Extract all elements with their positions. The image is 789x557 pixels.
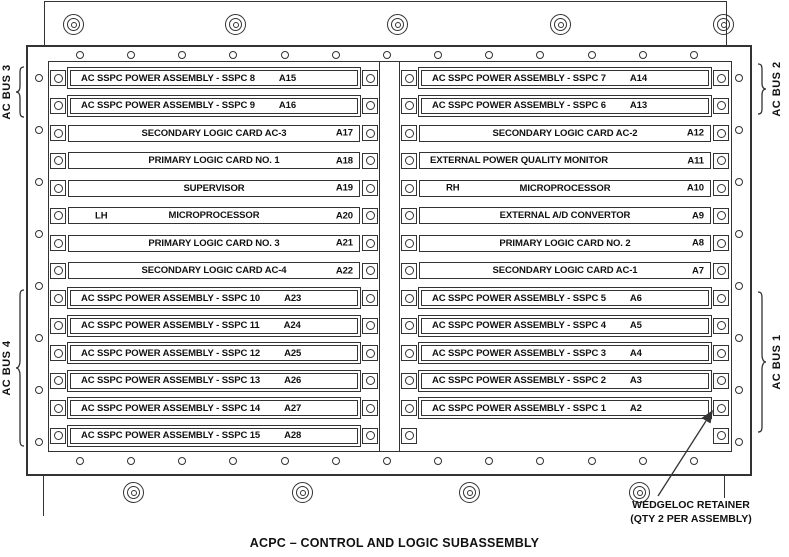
retainer-screw-icon <box>54 431 63 440</box>
card-label-plate <box>67 67 361 89</box>
card-label: SECONDARY LOGIC CARD AC-3 <box>141 127 287 139</box>
card-refdes: A4 <box>629 347 642 359</box>
card-slot-a20 <box>49 205 379 227</box>
rivet-hole-icon <box>588 457 596 465</box>
retainer-screw-icon <box>717 156 726 165</box>
card-label-plate <box>418 67 712 89</box>
card-slot-a4 <box>400 342 730 364</box>
retainer-screw-icon <box>54 211 63 220</box>
wedgeloc-retainer <box>401 208 417 224</box>
retainer-screw-icon <box>405 294 414 303</box>
retainer-screw-icon <box>405 239 414 248</box>
wedgeloc-retainer <box>401 235 417 251</box>
card-label: AC SSPC POWER ASSEMBLY - SSPC 12 <box>81 347 261 359</box>
wedgeloc-retainer <box>50 318 66 334</box>
retainer-screw-icon <box>366 184 375 193</box>
retainer-screw-icon <box>366 266 375 275</box>
retainer-screw-icon <box>717 211 726 220</box>
card-label-plate <box>68 180 360 197</box>
card-label: AC SSPC POWER ASSEMBLY - SSPC 15 <box>81 430 261 442</box>
card-slot-a25 <box>49 342 379 364</box>
retainer-screw-icon <box>405 321 414 330</box>
card-refdes: A15 <box>278 72 297 84</box>
rivet-hole-icon <box>35 386 43 394</box>
card-refdes: A2 <box>629 402 642 414</box>
rivet-hole-icon <box>281 457 289 465</box>
card-slot-a9 <box>400 205 730 227</box>
rivet-hole-icon <box>735 230 743 238</box>
card-refdes: A26 <box>284 375 302 387</box>
rivet-hole-icon <box>735 126 743 134</box>
rivet-hole-icon <box>639 51 647 59</box>
retainer-screw-icon <box>366 74 375 83</box>
rivet-hole-icon <box>229 51 237 59</box>
rivet-hole-icon <box>383 457 391 465</box>
retainer-screw-icon <box>717 239 726 248</box>
card-label-plate <box>419 235 711 252</box>
wedgeloc-retainer <box>713 290 729 306</box>
wedgeloc-retainer <box>713 318 729 334</box>
rivet-hole-icon <box>690 457 698 465</box>
card-refdes: A19 <box>335 182 353 194</box>
card-refdes: A25 <box>284 347 302 359</box>
card-refdes: A11 <box>687 155 704 167</box>
card-slot-a10 <box>400 177 730 199</box>
retainer-screw-icon <box>717 376 726 385</box>
rivet-hole-icon <box>735 178 743 186</box>
wedgeloc-retainer <box>50 153 66 169</box>
card-refdes: A9 <box>692 210 704 222</box>
rivet-hole-icon <box>735 282 743 290</box>
brace-icon <box>757 291 767 434</box>
retainer-screw-icon <box>54 129 63 138</box>
retainer-screw-icon <box>54 404 63 413</box>
card-label-plate <box>67 315 361 337</box>
wedgeloc-retainer <box>401 263 417 279</box>
wedgeloc-retainer <box>50 290 66 306</box>
retainer-screw-icon <box>54 294 63 303</box>
rivet-hole-icon <box>735 74 743 82</box>
card-column-left <box>49 62 379 451</box>
retainer-screw-icon <box>366 294 375 303</box>
wedgeloc-retainer <box>50 98 66 114</box>
card-slot-a21 <box>49 232 379 254</box>
rivet-hole-icon <box>178 51 186 59</box>
wedgeloc-retainer <box>50 125 66 141</box>
retainer-screw-icon <box>54 74 63 83</box>
wedgeloc-retainer <box>362 98 378 114</box>
rivet-hole-icon <box>35 126 43 134</box>
wedgeloc-retainer <box>401 153 417 169</box>
wedgeloc-retainer <box>362 153 378 169</box>
rivet-hole-row-bottom <box>76 457 698 465</box>
card-label: AC SSPC POWER ASSEMBLY - SSPC 2 <box>432 375 606 387</box>
retainer-screw-icon <box>405 184 414 193</box>
card-refdes: A7 <box>692 265 704 277</box>
wedgeloc-retainer <box>50 208 66 224</box>
card-slot-a18 <box>49 150 379 172</box>
wedgeloc-retainer <box>362 400 378 416</box>
wedgeloc-retainer <box>713 208 729 224</box>
retainer-screw-icon <box>54 239 63 248</box>
mounting-bolt-icon <box>387 14 408 35</box>
retainer-screw-icon <box>717 349 726 358</box>
rivet-hole-icon <box>735 386 743 394</box>
card-label-plate <box>419 180 711 197</box>
retainer-screw-icon <box>54 321 63 330</box>
wedgeloc-retainer <box>713 373 729 389</box>
card-label: EXTERNAL A/D CONVERTOR <box>499 210 631 222</box>
wedgeloc-retainer <box>713 70 729 86</box>
brace-icon <box>15 289 25 447</box>
annotation-line-2: (QTY 2 PER ASSEMBLY) <box>630 513 752 525</box>
card-label-plate <box>418 370 712 392</box>
card-label: AC SSPC POWER ASSEMBLY - SSPC 9 <box>81 100 255 112</box>
card-slot-a6 <box>400 287 730 309</box>
brace-icon <box>15 66 25 118</box>
wedgeloc-retainer <box>713 125 729 141</box>
rivet-hole-icon <box>35 334 43 342</box>
card-refdes: A12 <box>686 127 704 139</box>
wedgeloc-retainer <box>362 235 378 251</box>
rivet-hole-column-left <box>35 74 43 446</box>
retainer-screw-icon <box>366 431 375 440</box>
bus-label-ac-bus-4: AC BUS 4 <box>1 340 13 396</box>
retainer-screw-icon <box>366 101 375 110</box>
rivet-hole-icon <box>536 457 544 465</box>
retainer-screw-icon <box>717 404 726 413</box>
card-label-plate <box>419 207 711 224</box>
retainer-screw-icon <box>54 266 63 275</box>
mounting-bolt-icon <box>629 482 650 503</box>
rivet-hole-icon <box>127 457 135 465</box>
card-label: AC SSPC POWER ASSEMBLY - SSPC 5 <box>432 292 606 304</box>
rivet-hole-icon <box>735 438 743 446</box>
wedgeloc-retainer <box>713 235 729 251</box>
wedgeloc-retainer <box>362 428 378 444</box>
card-label: AC SSPC POWER ASSEMBLY - SSPC 10 <box>81 292 261 304</box>
wedgeloc-annotation <box>585 498 789 526</box>
rivet-hole-icon <box>588 51 596 59</box>
card-slot-a14 <box>400 67 730 89</box>
wedgeloc-retainer <box>401 180 417 196</box>
wedgeloc-retainer <box>362 345 378 361</box>
card-label-plate <box>418 95 712 117</box>
card-label: PRIMARY LOGIC CARD NO. 3 <box>148 237 280 249</box>
rivet-hole-icon <box>383 51 391 59</box>
rivet-hole-icon <box>35 438 43 446</box>
retainer-screw-icon <box>717 431 726 440</box>
card-slot-a7 <box>400 260 730 282</box>
wedgeloc-retainer <box>362 318 378 334</box>
card-label: AC SSPC POWER ASSEMBLY - SSPC 4 <box>432 320 606 332</box>
rivet-hole-icon <box>35 74 43 82</box>
card-label-plate <box>418 287 712 309</box>
wedgeloc-retainer <box>362 70 378 86</box>
wedgeloc-retainer <box>713 400 729 416</box>
wedgeloc-retainer <box>401 400 417 416</box>
card-label-plate <box>68 262 360 279</box>
wedgeloc-retainer <box>401 70 417 86</box>
card-refdes: A6 <box>629 292 642 304</box>
card-label-plate <box>418 315 712 337</box>
card-slot-a12 <box>400 122 730 144</box>
retainer-screw-icon <box>366 349 375 358</box>
mounting-bolt-icon <box>292 482 313 503</box>
mounting-bolt-icon <box>550 14 571 35</box>
wedgeloc-retainer <box>50 345 66 361</box>
wedgeloc-retainer <box>50 70 66 86</box>
card-slot-a28 <box>49 425 379 447</box>
card-refdes: A21 <box>335 237 353 249</box>
wedgeloc-retainer <box>362 373 378 389</box>
rivet-hole-icon <box>332 457 340 465</box>
card-label-plate <box>67 287 361 309</box>
rear-flange-bottom-left-edge <box>43 476 44 516</box>
card-label-plate <box>419 125 711 142</box>
retainer-screw-icon <box>366 239 375 248</box>
wedgeloc-retainer <box>362 263 378 279</box>
card-slot-a27 <box>49 397 379 419</box>
retainer-screw-icon <box>717 129 726 138</box>
annotation-line-1: WEDGELOC RETAINER <box>632 499 750 511</box>
mounting-bolt-icon <box>63 14 84 35</box>
card-slot-a2 <box>400 397 730 419</box>
wedgeloc-retainer <box>50 180 66 196</box>
card-label-plate <box>67 370 361 392</box>
card-label: PRIMARY LOGIC CARD NO. 1 <box>148 155 280 167</box>
card-label: SECONDARY LOGIC CARD AC-2 <box>492 127 638 139</box>
retainer-screw-icon <box>717 294 726 303</box>
rivet-hole-icon <box>35 230 43 238</box>
retainer-screw-icon <box>405 431 414 440</box>
wedgeloc-retainer <box>713 428 729 444</box>
wedgeloc-retainer <box>401 428 417 444</box>
card-slot-a8 <box>400 232 730 254</box>
rivet-hole-icon <box>536 51 544 59</box>
card-label: AC SSPC POWER ASSEMBLY - SSPC 11 <box>81 320 260 332</box>
card-label-plate <box>418 342 712 364</box>
rivet-hole-icon <box>332 51 340 59</box>
card-label-plate <box>68 207 360 224</box>
card-label: AC SSPC POWER ASSEMBLY - SSPC 14 <box>81 402 261 414</box>
wedgeloc-retainer <box>362 208 378 224</box>
card-slot-a23 <box>49 287 379 309</box>
card-label-plate <box>68 152 360 169</box>
wedgeloc-retainer <box>50 400 66 416</box>
card-refdes: A24 <box>283 320 301 332</box>
retainer-screw-icon <box>54 101 63 110</box>
retainer-screw-icon <box>405 404 414 413</box>
rivet-hole-icon <box>434 51 442 59</box>
card-label: AC SSPC POWER ASSEMBLY - SSPC 6 <box>432 100 606 112</box>
card-label: EXTERNAL POWER QUALITY MONITOR <box>430 155 609 167</box>
card-label: AC SSPC POWER ASSEMBLY - SSPC 7 <box>432 72 606 84</box>
retainer-screw-icon <box>717 74 726 83</box>
card-label-plate <box>419 262 711 279</box>
rivet-hole-icon <box>485 51 493 59</box>
rivet-hole-icon <box>229 457 237 465</box>
wedgeloc-retainer <box>401 345 417 361</box>
wedgeloc-retainer <box>401 125 417 141</box>
mounting-bolt-icon <box>713 14 734 35</box>
bus-label-ac-bus-2: AC BUS 2 <box>771 61 783 117</box>
retainer-screw-icon <box>405 156 414 165</box>
wedgeloc-retainer <box>50 235 66 251</box>
wedgeloc-retainer <box>50 428 66 444</box>
card-slot-a22 <box>49 260 379 282</box>
card-label: AC SSPC POWER ASSEMBLY - SSPC 1 <box>432 402 606 414</box>
rivet-hole-icon <box>76 51 84 59</box>
card-label: MICROPROCESSOR <box>168 210 260 222</box>
card-refdes: A18 <box>335 155 353 167</box>
card-slot-a3 <box>400 370 730 392</box>
card-label-prefix: RH <box>446 182 460 194</box>
retainer-screw-icon <box>54 376 63 385</box>
retainer-screw-icon <box>405 101 414 110</box>
retainer-screw-icon <box>405 74 414 83</box>
bus-label-ac-bus-3: AC BUS 3 <box>1 64 13 120</box>
card-label: SECONDARY LOGIC CARD AC-4 <box>141 265 287 277</box>
card-refdes: A28 <box>284 430 302 442</box>
card-refdes: A27 <box>284 402 302 414</box>
retainer-screw-icon <box>405 211 414 220</box>
wedgeloc-retainer <box>401 318 417 334</box>
rivet-hole-icon <box>485 457 493 465</box>
card-label: AC SSPC POWER ASSEMBLY - SSPC 13 <box>81 375 261 387</box>
rivet-hole-row-top <box>76 51 698 59</box>
retainer-screw-icon <box>405 376 414 385</box>
mounting-bolt-icon <box>123 482 144 503</box>
card-label-plate <box>67 342 361 364</box>
rivet-hole-icon <box>76 457 84 465</box>
wedgeloc-retainer <box>362 125 378 141</box>
rivet-hole-icon <box>434 457 442 465</box>
card-label-plate <box>67 425 361 447</box>
rivet-hole-icon <box>281 51 289 59</box>
wedgeloc-retainer <box>362 290 378 306</box>
card-slot-a11 <box>400 150 730 172</box>
retainer-screw-icon <box>717 101 726 110</box>
wedgeloc-retainer <box>50 373 66 389</box>
card-label: SUPERVISOR <box>183 182 245 194</box>
retainer-screw-icon <box>405 266 414 275</box>
center-divider <box>379 62 400 451</box>
card-label: AC SSPC POWER ASSEMBLY - SSPC 8 <box>81 72 255 84</box>
card-label: MICROPROCESSOR <box>519 182 611 194</box>
card-label-plate <box>68 125 360 142</box>
rear-flange-top <box>44 1 727 46</box>
rivet-hole-icon <box>639 457 647 465</box>
retainer-screw-icon <box>54 184 63 193</box>
retainer-screw-icon <box>405 129 414 138</box>
card-label-plate <box>68 235 360 252</box>
card-label: PRIMARY LOGIC CARD NO. 2 <box>499 237 631 249</box>
card-label: AC SSPC POWER ASSEMBLY - SSPC 3 <box>432 347 606 359</box>
brace-icon <box>757 63 767 115</box>
card-label-plate <box>418 397 712 419</box>
rear-flange-bottom-right-edge <box>724 476 725 498</box>
card-refdes: A20 <box>335 210 353 222</box>
retainer-screw-icon <box>54 349 63 358</box>
card-refdes: A3 <box>629 375 642 387</box>
retainer-screw-icon <box>366 404 375 413</box>
card-refdes: A23 <box>284 292 302 304</box>
card-label: SECONDARY LOGIC CARD AC-1 <box>492 265 638 277</box>
retainer-screw-icon <box>717 266 726 275</box>
card-slot-a13 <box>400 95 730 117</box>
rivet-hole-icon <box>127 51 135 59</box>
card-slot-a17 <box>49 122 379 144</box>
bus-label-ac-bus-1: AC BUS 1 <box>771 334 783 390</box>
chassis-frame <box>26 45 752 476</box>
card-refdes: A16 <box>278 100 297 112</box>
retainer-screw-icon <box>366 321 375 330</box>
rivet-hole-column-right <box>735 74 743 446</box>
retainer-screw-icon <box>54 156 63 165</box>
card-slot-empty <box>400 425 730 447</box>
wedgeloc-retainer <box>713 98 729 114</box>
card-refdes: A8 <box>692 237 704 249</box>
retainer-screw-icon <box>366 156 375 165</box>
wedgeloc-retainer <box>713 153 729 169</box>
rivet-hole-icon <box>735 334 743 342</box>
card-refdes: A22 <box>335 265 353 277</box>
rivet-hole-icon <box>35 178 43 186</box>
rivet-hole-icon <box>690 51 698 59</box>
card-slot-a15 <box>49 67 379 89</box>
rivet-hole-icon <box>35 282 43 290</box>
card-label-plate <box>419 152 711 169</box>
wedgeloc-retainer <box>713 263 729 279</box>
retainer-screw-icon <box>717 321 726 330</box>
card-label-plate <box>67 397 361 419</box>
wedgeloc-retainer <box>713 345 729 361</box>
figure-caption: ACPC – CONTROL AND LOGIC SUBASSEMBLY <box>249 536 540 550</box>
card-slot-a26 <box>49 370 379 392</box>
card-refdes: A5 <box>629 320 642 332</box>
card-cage <box>48 61 732 452</box>
wedgeloc-retainer <box>401 98 417 114</box>
card-slot-a24 <box>49 315 379 337</box>
card-slot-a5 <box>400 315 730 337</box>
retainer-screw-icon <box>366 211 375 220</box>
mounting-bolt-icon <box>225 14 246 35</box>
retainer-screw-icon <box>405 349 414 358</box>
card-refdes: A13 <box>629 100 648 112</box>
wedgeloc-retainer <box>362 180 378 196</box>
rivet-hole-icon <box>178 457 186 465</box>
wedgeloc-retainer <box>50 263 66 279</box>
card-label-plate <box>67 95 361 117</box>
wedgeloc-retainer <box>401 290 417 306</box>
card-column-right <box>400 62 730 451</box>
retainer-screw-icon <box>717 184 726 193</box>
card-refdes: A17 <box>335 127 353 139</box>
retainer-screw-icon <box>366 129 375 138</box>
card-slot-a16 <box>49 95 379 117</box>
mounting-bolt-icon <box>459 482 480 503</box>
card-label-prefix: LH <box>95 210 108 222</box>
card-refdes: A14 <box>629 72 648 84</box>
wedgeloc-retainer <box>713 180 729 196</box>
card-slot-a19 <box>49 177 379 199</box>
wedgeloc-retainer <box>401 373 417 389</box>
retainer-screw-icon <box>366 376 375 385</box>
card-refdes: A10 <box>686 182 704 194</box>
